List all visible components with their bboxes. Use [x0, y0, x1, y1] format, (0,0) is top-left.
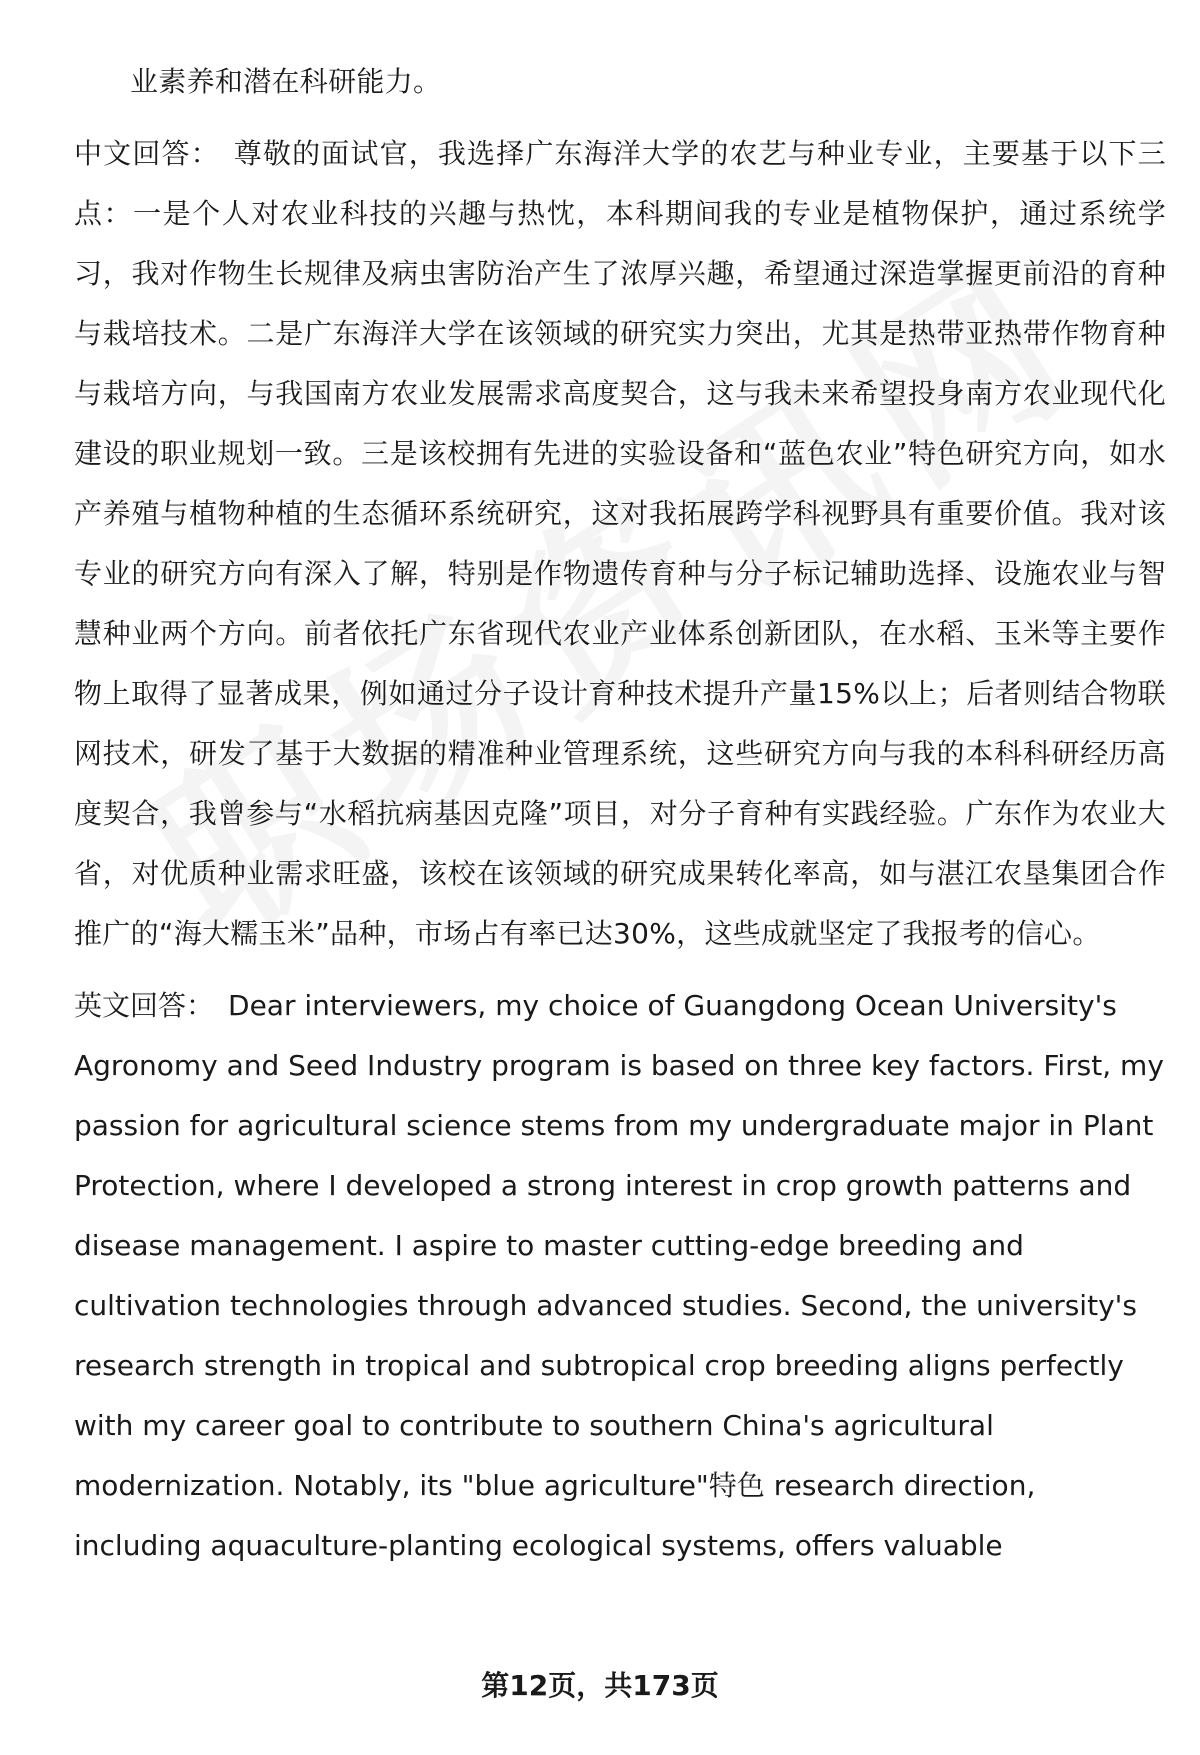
chinese-answer-text: 尊敬的面试官，我选择广东海洋大学的农艺与种业专业，主要基于以下三点：一是个人对农业科技的兴趣与热忱，本科期间我的专业是植物保护，通过系统学习，我对作物生长规律及病虫害防治产生了浓厚兴趣，希望通过深造掌握更前沿的育种与栽培技术。二是广东海洋大学在该领域的研究实力突出，尤其是热带亚热带作物育种与栽培方向，与我国南方农业发展需求高度契合，这与我未来希望投身南方农业现代化建设的职业规划一致。三是该校拥有先进的实验设备和“蓝色农业”特色研究方向，如水产养殖与植物种植的生态循环系统研究，这对我拓展跨学科视野具有重要价值。我对该专业的研究方向有深入了解，特别是作物遗传育种与分子标记辅助选择、设施农业与智慧种业两个方向。前者依托广东省现代农业产业体系创新团队，在水稻、玉米等主要作物上取得了显著成果，例如通过分子设计育种技术提升产量15%以上；后者则结合物联网技术，研发了基于大数据的精准种业管理系统，这些研究方向与我的本科科研经历高度契合，我曾参与“水稻抗病基因克隆”项目，对分子育种有实践经验。广东作为农业大省，对优质种业需求旺盛，该校在该领域的研究成果转化率高，如与湛江农垦集团合作推广的“海大糯玉米”品种，市场占有率已达30%，这些成就坚定了我报考的信心。 [74, 137, 1166, 950]
english-answer-label: 英文回答： [74, 989, 215, 1022]
english-answer-text: Dear interviewers, my choice of Guangdong Ocean University's Agronomy and Seed Industry program is based on three key factors. First, my passion for agricultural science stems from my undergraduate major in Plant Protection, where I developed a strong interest in crop growth patterns and disease management. I aspire to master cutting-edge breeding and cultivation technologies through advanced studies. Second, the university's research strength in tropical and subtropical crop breeding aligns perfectly with my career goal to contribute to southern China's agricultural modernization. Notably, its "blue agriculture"特色 research direction, including aquaculture-planting ecological systems, offers valuable [74, 989, 1164, 1562]
english-answer-paragraph [74, 976, 1166, 1576]
chinese-answer-paragraph [74, 124, 1166, 964]
intro-fragment: 业素养和潜在科研能力。 [130, 65, 442, 98]
page-number-footer: 第12页，共173页 [481, 1669, 719, 1702]
chinese-answer-label: 中文回答： [74, 137, 220, 170]
page-content [74, 52, 1166, 1576]
